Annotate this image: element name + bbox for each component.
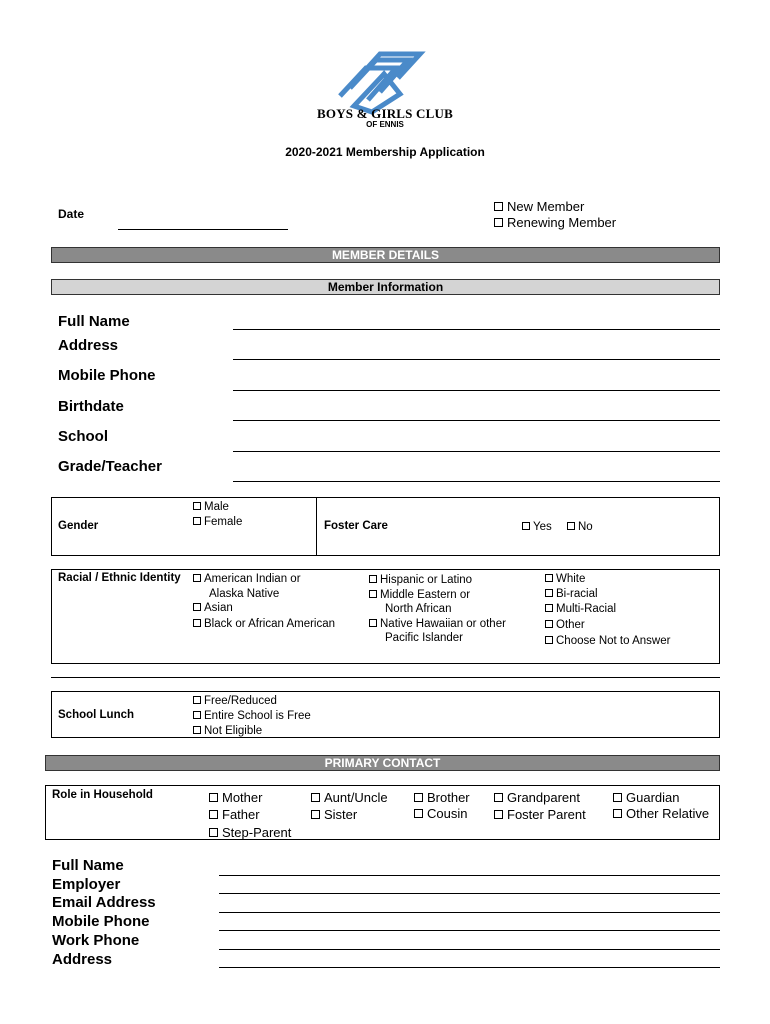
role-mother-option[interactable]: Mother — [209, 789, 262, 806]
checkbox-icon — [209, 828, 218, 837]
contact-employer-field[interactable] — [219, 893, 720, 894]
role-step-parent-option[interactable]: Step-Parent — [209, 824, 291, 841]
contact-mobile-label: Mobile Phone — [52, 913, 150, 930]
checkbox-icon — [494, 218, 503, 227]
ethnicity-native-hawaiian-option[interactable]: Native Hawaiian or other — [369, 617, 506, 632]
checkbox-icon — [311, 793, 320, 802]
contact-email-field[interactable] — [219, 912, 720, 913]
birthdate-label: Birthdate — [58, 398, 124, 415]
ethnicity-hispanic-option[interactable]: Hispanic or Latino — [369, 573, 472, 588]
logo-subtext: OF ENNIS — [366, 120, 404, 129]
checkbox-icon — [369, 590, 377, 598]
checkbox-icon — [613, 809, 622, 818]
contact-work-phone-field[interactable] — [219, 949, 720, 950]
gender-label: Gender — [58, 520, 99, 532]
contact-full-name-field[interactable] — [219, 875, 720, 876]
checkbox-icon — [414, 793, 423, 802]
lunch-free-reduced-option[interactable]: Free/Reduced — [193, 694, 277, 709]
checkbox-icon — [494, 202, 503, 211]
checkbox-icon — [193, 517, 201, 525]
lunch-not-eligible-option[interactable]: Not Eligible — [193, 724, 262, 739]
role-other-relative-option[interactable]: Other Relative — [613, 805, 709, 822]
checkbox-icon — [193, 711, 201, 719]
page-title: 2020-2021 Membership Application — [285, 145, 485, 159]
checkbox-icon — [567, 522, 575, 530]
school-field[interactable] — [233, 451, 720, 452]
contact-email-label: Email Address — [52, 894, 156, 911]
contact-employer-label: Employer — [52, 876, 121, 893]
role-sister-option[interactable]: Sister — [311, 806, 357, 823]
ethnicity-middle-eastern-cont: North African — [385, 603, 452, 615]
checkbox-icon — [209, 793, 218, 802]
role-father-option[interactable]: Father — [209, 806, 260, 823]
checkbox-icon — [193, 726, 201, 734]
checkbox-icon — [522, 522, 530, 530]
checkbox-icon — [193, 696, 201, 704]
new-member-option[interactable]: New Member — [494, 198, 584, 215]
role-label: Role in Household — [52, 789, 153, 801]
gender-female-option[interactable]: Female — [193, 515, 242, 530]
checkbox-icon — [545, 589, 553, 597]
checkbox-icon — [193, 619, 201, 627]
school-label: School — [58, 428, 109, 445]
grade-teacher-label: Grade/Teacher — [58, 458, 162, 475]
ethnicity-native-hawaiian-cont: Pacific Islander — [385, 632, 463, 644]
contact-mobile-field[interactable] — [219, 930, 720, 931]
ethnicity-american-indian-cont: Alaska Native — [209, 588, 280, 600]
contact-address-label: Address — [52, 951, 113, 968]
foster-care-label: Foster Care — [324, 520, 388, 532]
role-grandparent-option[interactable]: Grandparent — [494, 789, 580, 806]
ethnicity-label: Racial / Ethnic Identity — [58, 572, 181, 584]
contact-address-field[interactable] — [219, 967, 720, 968]
checkbox-icon — [311, 810, 320, 819]
section-divider — [51, 677, 720, 678]
grade-teacher-field[interactable] — [233, 481, 720, 482]
checkbox-icon — [414, 809, 423, 818]
checkbox-icon — [545, 604, 553, 612]
member-details-bar: MEMBER DETAILS — [51, 247, 720, 263]
checkbox-icon — [545, 636, 553, 644]
address-label: Address — [58, 337, 119, 354]
checkbox-icon — [494, 810, 503, 819]
address-field[interactable] — [233, 359, 720, 360]
full-name-label: Full Name — [58, 313, 130, 330]
ethnicity-white-option[interactable]: White — [545, 572, 585, 587]
ethnicity-choose-not-option[interactable]: Choose Not to Answer — [545, 634, 670, 649]
checkbox-icon — [193, 502, 201, 510]
school-lunch-label: School Lunch — [58, 709, 135, 721]
renewing-member-option[interactable]: Renewing Member — [494, 214, 616, 231]
date-label: Date — [58, 207, 85, 221]
member-information-bar: Member Information — [51, 279, 720, 295]
date-field[interactable] — [118, 229, 288, 230]
ethnicity-middle-eastern-option[interactable]: Middle Eastern or — [369, 588, 470, 603]
mobile-phone-label: Mobile Phone — [58, 367, 156, 384]
role-brother-option[interactable]: Brother — [414, 789, 470, 806]
checkbox-icon — [545, 620, 553, 628]
checkbox-icon — [193, 574, 201, 582]
role-foster-parent-option[interactable]: Foster Parent — [494, 806, 586, 823]
contact-work-phone-label: Work Phone — [52, 932, 140, 949]
contact-full-name-label: Full Name — [52, 857, 124, 874]
checkbox-icon — [545, 574, 553, 582]
lunch-entire-school-option[interactable]: Entire School is Free — [193, 709, 311, 724]
birthdate-field[interactable] — [233, 420, 720, 421]
ethnicity-black-option[interactable]: Black or African American — [193, 617, 335, 632]
gender-divider — [316, 497, 317, 556]
mobile-phone-field[interactable] — [233, 390, 720, 391]
checkbox-icon — [494, 793, 503, 802]
role-guardian-option[interactable]: Guardian — [613, 789, 679, 806]
checkbox-icon — [613, 793, 622, 802]
primary-contact-bar: PRIMARY CONTACT — [45, 755, 720, 771]
ethnicity-multiracial-option[interactable]: Multi-Racial — [545, 602, 616, 617]
gender-male-option[interactable]: Male — [193, 500, 229, 515]
ethnicity-american-indian-option[interactable]: American Indian or — [193, 572, 301, 587]
foster-no-option[interactable]: No — [567, 520, 593, 535]
role-aunt-uncle-option[interactable]: Aunt/Uncle — [311, 789, 388, 806]
ethnicity-other-option[interactable]: Other — [545, 618, 585, 633]
role-cousin-option[interactable]: Cousin — [414, 805, 467, 822]
school-lunch-box — [51, 691, 720, 738]
checkbox-icon — [369, 575, 377, 583]
foster-yes-option[interactable]: Yes — [522, 520, 552, 535]
checkbox-icon — [209, 810, 218, 819]
logo-text: BOYS & GIRLS CLUB — [317, 106, 453, 121]
checkbox-icon — [193, 603, 201, 611]
ethnicity-biracial-option[interactable]: Bi-racial — [545, 587, 598, 602]
checkbox-icon — [369, 619, 377, 627]
ethnicity-asian-option[interactable]: Asian — [193, 601, 233, 616]
full-name-field[interactable] — [233, 329, 720, 330]
